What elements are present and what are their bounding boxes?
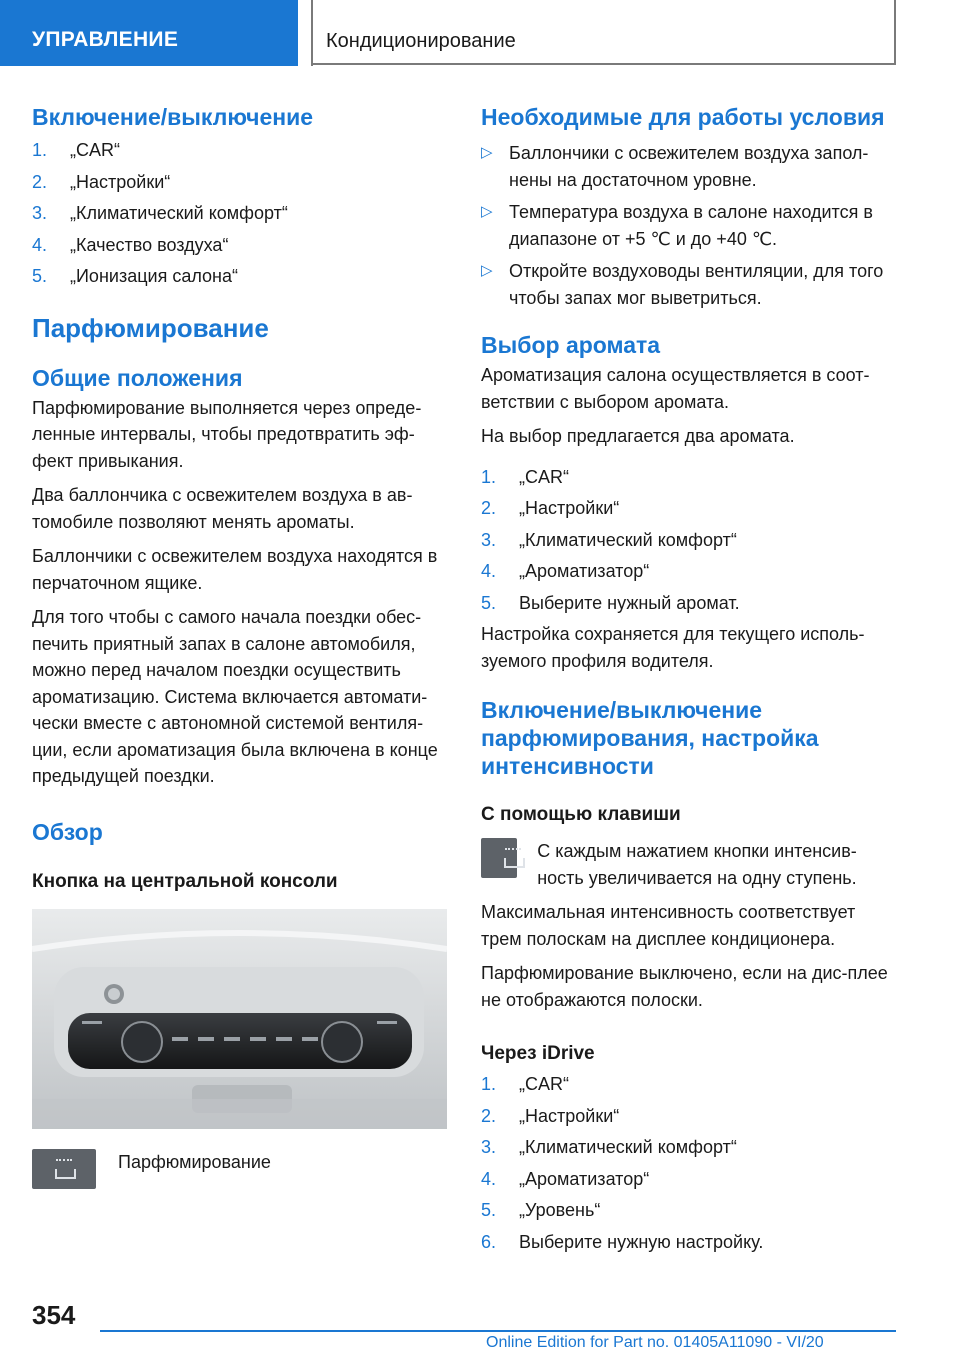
header-divider bbox=[311, 0, 313, 66]
chapter-title: Кондиционирование bbox=[326, 30, 516, 52]
onoff-steps bbox=[32, 137, 450, 290]
paragraph: Парфюмирование выключено, если на дис-плее не отображаются полоски. bbox=[481, 963, 888, 1010]
list-item: 2. „Настройки“ bbox=[481, 1105, 620, 1126]
section-label: УПРАВЛЕНИЕ bbox=[32, 28, 179, 51]
list-item: 2. „Настройки“ bbox=[32, 171, 171, 192]
requirements-list bbox=[481, 140, 899, 311]
scent-heading: Выбор аромата bbox=[481, 332, 661, 358]
overview-heading: Обзор bbox=[32, 818, 103, 845]
paragraph: Настройка сохраняется для текущего исполь-зуемого профиля водителя. bbox=[481, 624, 865, 671]
general-heading: Общие положения bbox=[32, 364, 243, 391]
list-item: ▷ Баллончики с освежителем воздуха запол-нены на достаточном уровне. bbox=[481, 140, 899, 193]
header-rule bbox=[313, 63, 896, 65]
right-column bbox=[481, 98, 899, 1260]
list-item: 1. „CAR“ bbox=[481, 466, 569, 487]
requirements-heading: Необходимые для работы условия bbox=[481, 104, 885, 130]
edition-note: Online Edition for Part no. 01405A11090 - VI/20 bbox=[486, 1334, 824, 1351]
scent-steps bbox=[481, 464, 899, 617]
list-item: 1. „CAR“ bbox=[481, 1074, 569, 1094]
intensity-heading: Включение/выключение парфюмирования, настройка интенсивности bbox=[481, 697, 819, 779]
perfume-icon-row bbox=[32, 1149, 450, 1189]
page-number: 354 bbox=[32, 1300, 76, 1330]
key-text: С каждым нажатием кнопки интенсив-ность увеличивается на одну ступень. bbox=[537, 841, 857, 888]
list-item: 3. „Климатический комфорт“ bbox=[32, 203, 288, 223]
list-item: 4. „Ароматизатор“ bbox=[481, 561, 650, 581]
list-item: 1. „CAR“ bbox=[32, 140, 120, 160]
console-photo bbox=[32, 909, 447, 1129]
triangle-bullet-icon: ▷ bbox=[481, 144, 493, 161]
list-item: 3. „Климатический комфорт“ bbox=[481, 529, 737, 550]
left-column bbox=[32, 98, 450, 1189]
section-tab bbox=[0, 0, 298, 66]
list-item: 4. „Качество воздуха“ bbox=[32, 234, 229, 255]
key-icon-row bbox=[481, 838, 899, 891]
footer-rule bbox=[100, 1330, 896, 1332]
paragraph: Максимальная интенсивность соответствует трем полоскам на дисплее кондиционера. bbox=[481, 902, 856, 949]
perfume-button-icon bbox=[481, 838, 517, 878]
paragraph: На выбор предлагается два аромата. bbox=[481, 426, 795, 446]
triangle-bullet-icon: ▷ bbox=[481, 203, 493, 220]
paragraph: Два баллончика с освежителем воздуха в ав-томобиле позволяют менять ароматы. bbox=[32, 485, 413, 532]
icon-caption: Парфюмирование bbox=[118, 1151, 271, 1172]
paragraph: Баллончики с освежителем воздуха находятся в перчаточном ящике. bbox=[32, 546, 438, 593]
list-item: 5. „Уровень“ bbox=[481, 1200, 601, 1220]
triangle-bullet-icon: ▷ bbox=[481, 262, 493, 279]
idrive-heading: Через iDrive bbox=[481, 1043, 595, 1064]
perfume-heading: Парфюмирование bbox=[32, 312, 269, 343]
paragraph: Ароматизация салона осуществляется в соот-ветствии с выбором аромата. bbox=[481, 365, 870, 412]
paragraph: Для того чтобы с самого начала поездки обес-печить приятный запах в салоне автомобиля, можно перед началом поездки осуществить ароматизацию. Система включается автомати-чески вместе с автономной системой вентиля-ции, если ароматизация была включена в конце предыдущей поездки. bbox=[32, 607, 438, 786]
key-heading: С помощью клавиши bbox=[481, 804, 681, 825]
onoff-heading: Включение/выключение bbox=[32, 104, 314, 130]
list-item: 5. Выберите нужный аромат. bbox=[481, 592, 740, 613]
list-item: 2. „Настройки“ bbox=[481, 498, 620, 518]
console-heading: Кнопка на центральной консоли bbox=[32, 870, 338, 892]
list-item: 3. „Климатический комфорт“ bbox=[481, 1137, 737, 1157]
perfume-button-icon bbox=[32, 1149, 96, 1189]
header-edge bbox=[894, 0, 896, 65]
list-item: 5. „Ионизация салона“ bbox=[32, 266, 238, 286]
list-item: 4. „Ароматизатор“ bbox=[481, 1168, 650, 1189]
paragraph: Парфюмирование выполняется через опреде-ленные интервалы, чтобы предотвратить эф-фект привыкания. bbox=[32, 397, 422, 471]
list-item: ▷ Температура воздуха в салоне находится в диапазоне от +5 ℃ и до +40 ℃. bbox=[481, 199, 899, 252]
idrive-steps bbox=[481, 1071, 899, 1255]
list-item: ▷ Откройте воздуховоды вентиляции, для того чтобы запах мог выветриться. bbox=[481, 258, 899, 311]
list-item: 6. Выберите нужную настройку. bbox=[481, 1231, 764, 1252]
